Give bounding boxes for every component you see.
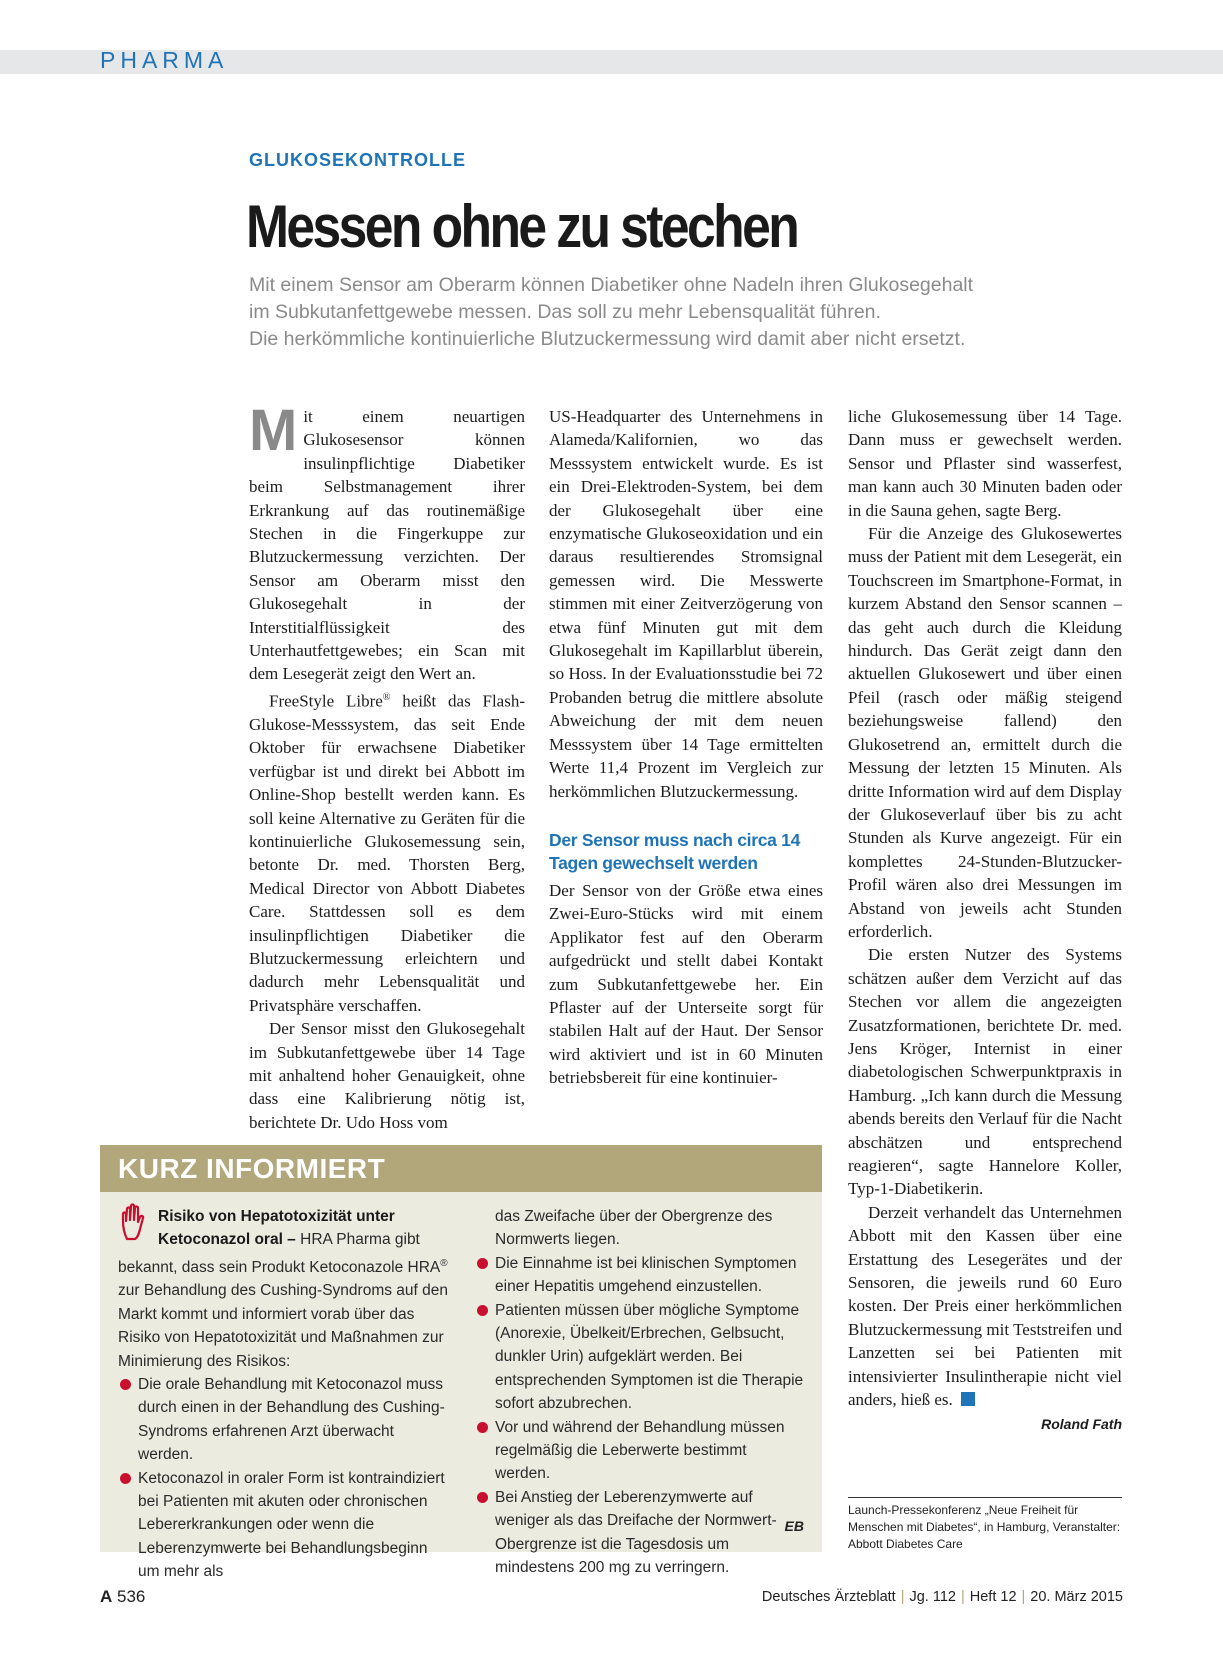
lead-line: Die herkömmliche kontinuierliche Blutzuckermessung wird damit aber nicht ersetzt. [249,328,966,350]
paragraph: liche Glukosemessung über 14 Tage. Dann muss er gewechselt werden. Sensor und Pflaster sind wasserfest, man kann auch 30 Minuten baden oder in die Sauna gehen, sagte Berg. [848,407,1122,520]
paragraph: Der Sensor misst den Glukosegehalt im Subkutanfettgewebe über 14 Tage mit anhaltend hoher Genauigkeit, ohne dass eine Kalibrierung nötig ist, berichtete Dr. Udo Hoss vom [249,1019,525,1132]
registered-mark: ® [382,691,391,703]
paragraph: US-Headquarter des Unternehmens in Alameda/Kalifornien, wo das Messsystem entwickelt wurde. Es ist ein Drei-Elektroden-System, bei dem der Glukosegehalt über eine enzymatische Glukoseoxidation und ein daraus resultierendes Stromsignal gemessen wird. Die Messwerte stimmen mit einer Zeitverzögerung von etwa fünf Minuten gut mit dem Glukosegehalt im Kapillarblut überein, so Hoss. In der Evaluationsstudie bei 72 Probanden betrug die mittlere absolute Abweichung der mit dem neuen Messsystem über 14 Tage ermittelten Werte 11,4 Prozent im Vergleich zur herkömmlichen Blutzuckermessung. [549,407,823,801]
registered-mark: ® [440,1257,448,1269]
list-item: Vor und während der Behandlung müssen regelmäßig die Leberwerte bestimmt werden. [475,1416,805,1486]
paragraph-text: it einem neuartigen Glukosesensor können insulinpflichtige Diabetiker beim Selbstmanagement ihrer Erkrankung auf das routinemäßige Stechen in die Fingerkuppe zur Blutzuckermessung verzichten. Der Sensor am Oberarm misst den Glukosegehalt in der Interstitialflüssigkeit des Unterhautfettgewebes; ein Scan mit dem Lesegerät zeigt den Wert an. [249,407,525,684]
end-mark-icon [961,1392,975,1406]
box-intro: zur Behandlung des Cushing-Syndroms auf den Markt kommt und informiert vorab über das Risiko von Hepatotoxizität und Maßnahmen zur Minimierung des Risikos: [118,1282,449,1370]
kurz-informiert-box [100,1145,822,1581]
article-subhead: Der Sensor muss nach circa 14 Tagen gewechselt werden [549,829,801,873]
article-column-2 [549,405,823,1090]
list-item: Die Einnahme ist bei klinischen Symptomen einer Hepatitis umgehend einzustellen. [475,1252,805,1299]
box-intro: HRA Pharma gibt bekannt, dass sein Produkt Ketoconazole HRA [118,1231,441,1276]
article-title: Messen ohne zu stechen [246,193,798,260]
box-bullet-list [475,1252,805,1580]
article-lead [249,272,1129,353]
box-title: Risiko von Hepatotoxizität unter Ketoconazol oral – [158,1208,395,1249]
article-source: Launch-Pressekonferenz „Neue Freiheit für Menschen mit Diabetes“, in Hamburg, Veranstalter: Abbott Diabetes Care [848,1497,1122,1553]
paragraph: Die ersten Nutzer des Systems schätzen außer dem Verzicht auf das Stechen vor allem die angezeigten Zusatzformationen, berichtete Dr. med. Jens Kröger, Internist in einer diabetologischen Schwerpunktpraxis in Hamburg. „Ich kann durch die Messung abends bereits den Verlauf für die Nacht abschätzen und entsprechend reagieren“, sagte Hannelore Koller, Typ-1-Diabetikerin. [848,945,1122,1199]
separator: | [1021,1589,1026,1605]
journal-date: 20. März 2015 [1030,1589,1123,1605]
brand-name: FreeStyle Libre [269,691,383,711]
list-item: Bei Anstieg der Leberenzymwerte auf weniger als das Dreifache der Normwert-Obergrenze ist die Tagesdosis um mindestens 200 mg zu verringern. [475,1486,805,1580]
article-kicker: GLUKOSEKONTROLLE [249,150,466,170]
page-number [100,1587,145,1607]
list-item-continuation: das Zweifache über der Obergrenze des Normwerts liegen. [495,1208,773,1249]
box-heading: KURZ INFORMIERT [100,1145,822,1192]
paragraph: Für die Anzeige des Glukosewertes muss der Patient mit dem Lesegerät, ein Touchscreen im Smartphone-Format, in kurzem Abstand den Sensor scannen – das geht auch durch die Kleidung hindurch. Das Gerät zeigt dann den aktuellen Glukosewert und über einen Pfeil (rasch oder mäßig steigend beziehungsweise fallend) den Glukosetrend an, ermittelt durch die Messung der letzten 15 Minuten. Als dritte Information wird auf dem Display der Glukoseverlauf über bis zu acht Stunden als Kurve angezeigt. Für ein komplettes 24-Stunden-Blutzucker-Profil wären also drei Messungen im Abstand von jeweils acht Stunden erforderlich. [848,524,1122,941]
page-number-value: 536 [117,1587,146,1606]
box-bullet-list [118,1373,453,1584]
article-column-3 [848,405,1122,1437]
paragraph [249,398,525,686]
journal-name: Deutsches Ärzteblatt [761,1589,896,1605]
list-item: Ketoconazol in oraler Form ist kontraindiziert bei Patienten mit akuten oder chronischen Lebererkrankungen oder wenn die Leberenzymwerte bei Behandlungsbeginn um mehr als [118,1467,453,1584]
article-column-1 [249,398,526,1134]
paragraph [848,1201,1122,1412]
box-column-2 [475,1205,805,1580]
lead-line: im Subkutanfettgewebe messen. Das soll zu mehr Lebensqualität führen. [249,301,881,323]
separator: | [900,1589,905,1605]
journal-issue: Heft 12 [969,1589,1017,1605]
drop-cap: M [249,398,298,463]
separator: | [960,1589,965,1605]
article-author: Roland Fath [1041,1416,1122,1433]
paragraph-text: Derzeit verhandelt das Unternehmen Abbott mit den Kassen über eine Erstattung des Lesegerätes und der Sensoren, die jeweils rund 60 Euro kosten. Der Preis einer herkömmlichen Blutzuckermessung mit Teststreifen und Lanzetten sei bei Patienten mit intensivierter Insulintherapie nicht viel anders, hieß es. [848,1202,1122,1410]
hand-icon [118,1203,152,1243]
paragraph [249,686,525,1017]
journal-info [762,1589,1123,1605]
list-item: Die orale Behandlung mit Ketoconazol muss durch einen in der Behandlung des Cushing-Syndroms erfahrenen Arzt überwacht werden. [118,1373,453,1467]
journal-volume: Jg. 112 [909,1589,956,1605]
section-label: PHARMA [100,47,229,73]
page-prefix: A [100,1587,113,1606]
lead-line: Mit einem Sensor am Oberarm können Diabetiker ohne Nadeln ihren Glukosegehalt [249,274,974,296]
box-signature: EB [784,1518,804,1534]
paragraph: Der Sensor von der Größe etwa eines Zwei-Euro-Stücks wird mit einem Applikator fest auf den Oberarm aufgedrückt und stellt dabei Kontakt zum Subkutanfettgewebe her. Ein Pflaster auf der Unterseite sorgt für stabilen Halt auf der Haut. Der Sensor wird aktiviert und ist in 60 Minuten betriebsbereit für eine kontinuier- [549,880,823,1088]
list-item: Patienten müssen über mögliche Symptome (Anorexie, Übelkeit/Erbrechen, Gelbsucht, dunkler Urin) aufgeklärt werden. Bei entsprechenden Symptomen ist die Therapie sofort abzubrechen. [475,1299,805,1416]
box-column-1 [118,1205,453,1584]
paragraph-text: heißt das Flash-Glukose-Messsystem, das seit Ende Oktober für erwachsene Diabetiker verfügbar ist und direkt bei Abbott im Online-Shop bestellt werden kann. Es soll keine Alternative zu Geräten für die kontinuierliche Glukosemessung sein, betonte Dr. med. Thorsten Berg, Medical Director von Abbott Diabetes Care. Stattdessen soll es dem insulinpflichtigen Diabetiker die Blutzuckermessung erleichtern und dadurch mehr Lebensqualität und Privatsphäre verschaffen. [249,691,526,1015]
